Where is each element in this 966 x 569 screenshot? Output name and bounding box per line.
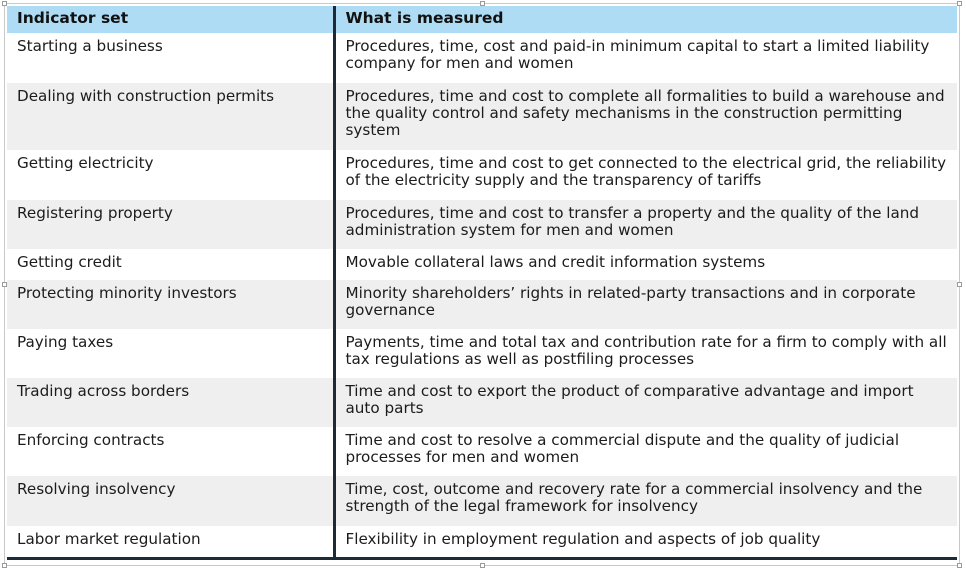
table-row xyxy=(7,427,957,476)
indicator-cell: Dealing with construction permits xyxy=(7,83,334,150)
table-row xyxy=(7,476,957,526)
indicator-cell: Enforcing contracts xyxy=(7,427,334,476)
table-row xyxy=(7,329,957,378)
indicator-cell: Labor market regulation xyxy=(7,526,334,558)
resize-handle-bottom-left[interactable] xyxy=(2,563,7,568)
resize-handle-bottom-right[interactable] xyxy=(957,563,962,568)
indicator-cell: Getting electricity xyxy=(7,150,334,200)
indicator-cell: Getting credit xyxy=(7,249,334,280)
measured-cell: Flexibility in employment regulation and aspects of job quality xyxy=(334,526,957,558)
resize-handle-top-right[interactable] xyxy=(957,1,962,6)
table-row xyxy=(7,526,957,558)
measured-cell: Payments, time and total tax and contribution rate for a firm to comply with all tax regulations as well as postfiling processes xyxy=(334,329,957,378)
table-header-row xyxy=(7,6,957,33)
indicator-cell: Starting a business xyxy=(7,33,334,83)
measured-cell: Minority shareholders’ rights in related-party transactions and in corporate governance xyxy=(334,280,957,329)
header-indicator-set: Indicator set xyxy=(7,6,334,33)
measured-cell: Time, cost, outcome and recovery rate for a commercial insolvency and the strength of the legal framework for insolvency xyxy=(334,476,957,526)
measured-cell: Procedures, time and cost to transfer a property and the quality of the land administration system for men and women xyxy=(334,200,957,249)
indicator-cell: Paying taxes xyxy=(7,329,334,378)
measured-cell: Movable collateral laws and credit information systems xyxy=(334,249,957,280)
measured-cell: Procedures, time and cost to get connected to the electrical grid, the reliability of the electricity supply and the transparency of tariffs xyxy=(334,150,957,200)
indicator-cell: Protecting minority investors xyxy=(7,280,334,329)
table-row xyxy=(7,249,957,280)
measured-cell: Procedures, time and cost to complete all formalities to build a warehouse and the quality control and safety mechanisms in the construction permitting system xyxy=(334,83,957,150)
indicator-table xyxy=(7,6,957,560)
table-row xyxy=(7,280,957,329)
measured-cell: Time and cost to export the product of comparative advantage and import auto parts xyxy=(334,378,957,427)
indicator-cell: Resolving insolvency xyxy=(7,476,334,526)
resize-handle-bottom-center[interactable] xyxy=(480,563,485,568)
measured-cell: Time and cost to resolve a commercial dispute and the quality of judicial processes for men and women xyxy=(334,427,957,476)
indicator-table-picture[interactable] xyxy=(7,6,957,563)
table-row xyxy=(7,83,957,150)
header-what-is-measured: What is measured xyxy=(334,6,957,33)
table-row xyxy=(7,33,957,83)
table-row xyxy=(7,150,957,200)
table-row xyxy=(7,378,957,427)
indicator-cell: Registering property xyxy=(7,200,334,249)
measured-cell: Procedures, time, cost and paid-in minimum capital to start a limited liability company for men and women xyxy=(334,33,957,83)
table-row xyxy=(7,200,957,249)
resize-handle-middle-right[interactable] xyxy=(957,282,962,287)
indicator-cell: Trading across borders xyxy=(7,378,334,427)
